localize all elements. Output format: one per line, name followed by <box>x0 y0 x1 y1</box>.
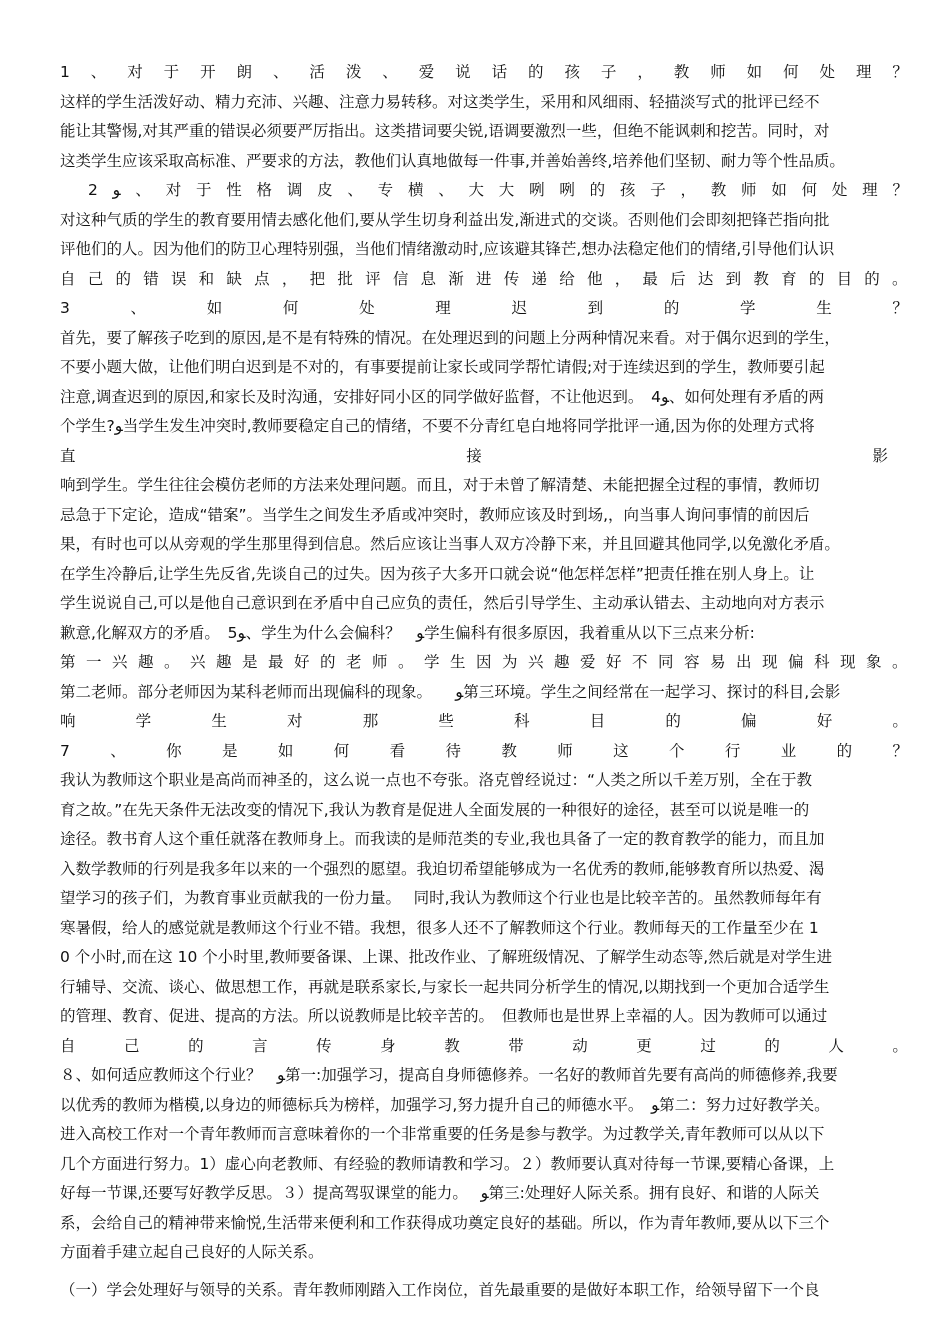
spaced-char: 处 <box>831 181 848 199</box>
spaced-char: ？ <box>892 181 908 199</box>
body-text-line: 以优秀的教师为楷模,以身边的师德标兵为榜样，加强学习,努力提升自己的师德水平。 ﻮ第二：努力过好教学关。 <box>60 1095 830 1114</box>
body-text-line: 能让其警惕,对其严重的错误必须要严厉指出。这类措词要尖锐,语调要激烈一些，但绝不能讽刺和挖苦。同时，对 <box>60 122 830 140</box>
body-text-line: 方面着手建立起自己良好的人际关系。 <box>60 1243 324 1261</box>
spaced-char: 学 <box>740 299 756 317</box>
spaced-char: 同 <box>658 653 674 671</box>
spaced-char: ？ <box>892 63 908 81</box>
spaced-char: 对 <box>287 712 303 730</box>
spaced-char: 带 <box>508 1036 524 1055</box>
spaced-char: 教 <box>753 269 769 288</box>
spaced-char: 如 <box>277 741 294 760</box>
spaced-char: 何 <box>783 63 799 81</box>
spaced-char: 的 <box>115 269 131 288</box>
body-text-line: 这样的学生活泼好动、精力充沛、兴趣、注意力易转移。对这类学生，采用和风细雨、轻描淡写式的批评已经不 <box>60 92 820 111</box>
spaced-char: 递 <box>531 269 547 288</box>
spaced-char: 是 <box>221 741 238 760</box>
spaced-char: 理 <box>855 63 872 81</box>
spaced-char: 如 <box>746 63 763 81</box>
spaced-char: 传 <box>316 1036 332 1055</box>
spaced-char: 偏 <box>741 712 757 730</box>
body-text-line: 育之故。”在先天条件无法改变的情况下,我认为教育是促进人全面发展的一种很好的途径，甚至可以说是唯一的 <box>60 800 810 819</box>
body-text-line: 响到学生。学生往往会模仿老师的方法来处理问题。而且，对于未曾了解清楚、未能把握全过程的事情，教师切 <box>60 476 820 494</box>
spaced-char: ， <box>614 269 631 288</box>
spaced-char: 行 <box>724 741 741 760</box>
spaced-char: 过 <box>700 1036 716 1055</box>
body-text-line: 进入高校工作对一个青年教师而言意味着你的一个非常重要的任务是参与教学。为过教学关,青年教师可以从以下 <box>60 1125 825 1143</box>
spaced-char: 对 <box>165 181 182 199</box>
spaced-char: 现 <box>840 653 856 671</box>
spaced-heading-line <box>60 737 908 767</box>
spaced-char: 易 <box>710 653 726 671</box>
spaced-char: 3 <box>60 299 70 317</box>
spaced-char: 生 <box>816 299 832 317</box>
spaced-char: 师 <box>557 741 573 760</box>
spaced-char: 渐 <box>448 269 464 288</box>
spaced-char: 因 <box>476 653 492 671</box>
spaced-char: 的 <box>764 1036 780 1055</box>
spaced-char: 趣 <box>138 653 154 671</box>
spaced-heading-line <box>60 265 908 295</box>
spaced-char: 活 <box>309 63 325 81</box>
paragraph-gap <box>60 1268 908 1276</box>
spaced-char: 师 <box>372 653 388 671</box>
spaced-char: 趣 <box>216 653 232 671</box>
spaced-char: 误 <box>170 269 187 288</box>
spaced-char: 他 <box>586 269 603 288</box>
spaced-char: 言 <box>252 1036 268 1055</box>
spaced-char: ？ <box>892 299 908 317</box>
body-text-line: 入数学教师的行列是我多年以来的一个强烈的愿望。我迫切希望能够成为一名优秀的教师,能够教育所以热爱、渴 <box>60 859 825 878</box>
spaced-char: 学 <box>135 712 152 730</box>
spaced-char: 自 <box>60 269 76 288</box>
spaced-char: 好 <box>606 653 622 671</box>
spaced-char: 子 <box>600 63 617 81</box>
spaced-char: 那 <box>362 712 379 730</box>
spaced-char: 、 <box>90 63 107 81</box>
spaced-char: 7 <box>60 741 70 760</box>
spaced-char: 动 <box>572 1036 588 1055</box>
spaced-char: 师 <box>710 63 726 81</box>
spaced-char: 目 <box>836 269 853 288</box>
spaced-char: 、 <box>110 741 126 760</box>
spaced-char: ， <box>281 269 298 288</box>
spaced-char: 点 <box>254 269 270 288</box>
spaced-char: 。 <box>164 653 180 671</box>
body-text-line: 的管理、教育、促进、提高的方法。所以说教师是比较辛苦的。 但教师也是世界上幸福的人。因为教师可以通过 <box>60 1007 828 1025</box>
spaced-char: 些 <box>438 712 454 730</box>
spaced-char: 好 <box>816 712 833 730</box>
spaced-char: 师 <box>741 181 757 199</box>
spaced-heading-line <box>60 707 908 737</box>
spaced-char: 。 <box>892 653 908 671</box>
spaced-char: 和 <box>198 269 215 288</box>
body-text-line: 果，有时也可以从旁观的学生那里得到信息。然后应该让当事人双方冷静下来，并且回避其他同学,以免激化矛盾。 <box>60 535 840 553</box>
spaced-char: 处 <box>819 63 836 81</box>
spaced-heading-line <box>60 176 908 206</box>
spaced-char: 。 <box>892 269 908 288</box>
spaced-char: 的 <box>836 741 853 760</box>
spaced-char: 咧 <box>559 181 575 199</box>
spaced-char: ﻮ <box>112 181 121 199</box>
spaced-char: 、 <box>130 299 147 317</box>
spaced-char: 个 <box>668 741 685 760</box>
spaced-char: 现 <box>762 653 778 671</box>
body-text-line: 注意,调查迟到的原因,和家长及时沟通，安排好同小区的同学做好监督，不让他迟到。 4ﻮ、如何处理有矛盾的两 <box>60 387 824 406</box>
spaced-char: 话 <box>491 63 508 81</box>
spaced-char: 理 <box>435 299 451 317</box>
spaced-char: 自 <box>60 1036 76 1055</box>
spaced-char: 如 <box>206 299 223 317</box>
spaced-char: 看 <box>389 741 406 760</box>
spaced-char: 教 <box>673 63 690 81</box>
spaced-char: 学 <box>424 653 440 671</box>
spaced-char: 老 <box>346 653 362 671</box>
spaced-char: 爱 <box>580 653 596 671</box>
spaced-char: 科 <box>514 712 530 730</box>
spaced-char: 孩 <box>619 181 636 199</box>
spaced-char: 科 <box>814 653 830 671</box>
spaced-char: 是 <box>242 653 258 671</box>
spaced-char: 性 <box>226 181 242 199</box>
spaced-char: 信 <box>392 269 409 288</box>
body-text-line: 忌急于下定论，造成“错案”。当学生之间发生矛盾或冲突时，教师应该及时到场,，向当事人询问事情的前因后 <box>60 505 810 524</box>
spaced-char: 业 <box>780 741 797 760</box>
spaced-char: 。 <box>892 1036 908 1055</box>
spaced-char: 1 <box>60 63 70 81</box>
spaced-char: 息 <box>420 269 437 288</box>
body-text-line: 在学生冷静后,让学生先反省,先谈自己的过失。因为孩子大多开口就会说“他怎样怎样”把责任推在别人身上。让 <box>60 564 815 583</box>
spaced-char: 教 <box>444 1036 460 1055</box>
spaced-char: 的 <box>665 712 681 730</box>
spaced-char: 己 <box>87 269 104 288</box>
spaced-char: 格 <box>256 181 273 199</box>
spaced-char: 兴 <box>190 653 206 671</box>
body-text-line: 系，会给自己的精神带来愉悦,生活带来便利和工作获得成功奠定良好的基础。所以，作为青年教师,要从以下三个 <box>60 1213 830 1232</box>
spaced-char: 何 <box>282 299 299 317</box>
body-text-line: 望学习的孩子们，为教育事业贡献我的一份力量。 同时,我认为教师这个行业也是比较辛苦的。虽然教师每年有 <box>60 889 822 907</box>
spaced-char: 、 <box>135 181 151 199</box>
body-text-line: 几个方面进行努力。1）虚心向老教师、有经验的教师请教和学习。２）教师要认真对待每一节课,要精心备课，上 <box>60 1154 835 1173</box>
spaced-char: 影 <box>872 446 888 465</box>
body-text-line: 学生说说自己,可以是他自己意识到在矛盾中自己应负的责任，然后引导学生、主动承认错去、主动地向对方表示 <box>60 594 825 612</box>
spaced-char: 、 <box>382 63 398 81</box>
spaced-char: 第 <box>60 653 76 671</box>
spaced-char: 容 <box>684 653 700 671</box>
spaced-char: 批 <box>337 269 353 288</box>
spaced-char: 生 <box>211 712 227 730</box>
spaced-char: 给 <box>559 269 575 288</box>
body-text-line: 个学生?ﻮ当学生发生冲突时,教师要稳定自己的情绪，不要不分青红皂白地将同学批评一通,因为你的处理方式将 <box>60 417 815 435</box>
spaced-char: 为 <box>502 653 518 671</box>
spaced-char: 缺 <box>226 269 242 288</box>
spaced-char: 的 <box>589 181 606 199</box>
spaced-char: 人 <box>828 1036 844 1055</box>
spaced-char: 理 <box>862 181 878 199</box>
body-text-line: 行辅导、交流、谈心、做思想工作，再就是联系家长,与家长一起共同分析学生的情况,以期找到一个更加合适学生 <box>60 977 830 996</box>
spaced-char: 进 <box>476 269 492 288</box>
spaced-char: 于 <box>195 181 212 199</box>
spaced-char: 直 <box>60 446 76 465</box>
spaced-char: 接 <box>466 446 482 465</box>
spaced-char: 皮 <box>317 181 333 199</box>
body-text-line: （一）学会处理好与领导的关系。青年教师刚踏入工作岗位，首先最重要的是做好本职工作，给领导留下一个良 <box>60 1280 820 1299</box>
body-text-line: 对这种气质的学生的教育要用情去感化他们,要从学生切身利益出发,渐进式的交谈。否则他们会即刻把锋芒指向批 <box>60 210 830 229</box>
spaced-char: 大 <box>498 181 515 199</box>
spaced-char: 更 <box>636 1036 652 1055</box>
body-text-line: 好每一节课,还要写好教学反思。３）提高驾驭课堂的能力。 ﻮ第三:处理好人际关系。拥有良好、和谐的人际关 <box>60 1184 820 1202</box>
spaced-char: 待 <box>445 741 461 760</box>
spaced-char: 象 <box>866 653 882 671</box>
spaced-heading-line <box>60 442 908 472</box>
spaced-char: 泼 <box>345 63 362 81</box>
spaced-char: 2 <box>88 181 98 199</box>
body-text-line: 第二老师。部分老师因为某科老师而出现偏科的现象。 ﻮ第三环境。学生之间经常在一起学习、探讨的科目,会影 <box>60 682 841 701</box>
spaced-char: ？ <box>892 741 908 760</box>
body-text-line: 我认为教师这个职业是高尚而神圣的，这么说一点也不夸张。洛克曾经说过：“人类之所以千差万别，全在于教 <box>60 771 813 789</box>
spaced-char: 把 <box>309 269 326 288</box>
body-text-line: 首先，要了解孩子吃到的原因,是不是有特殊的情况。在处理迟到的问题上分两种情况来看。对于偶尔迟到的学生， <box>60 328 840 347</box>
spaced-char: 最 <box>268 653 284 671</box>
spaced-char: 于 <box>163 63 180 81</box>
spaced-char: 孩 <box>564 63 580 81</box>
spaced-char: 后 <box>670 269 686 288</box>
spaced-char: 传 <box>503 269 520 288</box>
spaced-char: 最 <box>642 269 658 288</box>
spaced-char: 评 <box>365 269 381 288</box>
spaced-char: 的 <box>808 269 825 288</box>
spaced-char: ， <box>680 181 696 199</box>
spaced-char: 横 <box>407 181 424 199</box>
spaced-char: 教 <box>710 181 727 199</box>
spaced-char: 你 <box>166 741 182 760</box>
spaced-char: 、 <box>272 63 289 81</box>
spaced-char: 对 <box>127 63 143 81</box>
spaced-char: 。 <box>398 653 414 671</box>
spaced-char: 一 <box>86 653 102 671</box>
spaced-char: 到 <box>725 269 742 288</box>
spaced-char: 何 <box>333 741 350 760</box>
spaced-char: 开 <box>200 63 216 81</box>
spaced-char: 何 <box>801 181 818 199</box>
spaced-char: 育 <box>781 269 797 288</box>
body-text-line: 歉意,化解双方的矛盾。 5ﻮ、学生为什么会偏科？ ﻮ学生偏科有很多原因，我着重从以下三点来分析: <box>60 623 755 642</box>
spaced-char: 趣 <box>554 653 570 671</box>
spaced-char: 这 <box>613 741 629 760</box>
spaced-char: 、 <box>347 181 363 199</box>
spaced-char: 专 <box>377 181 394 199</box>
body-text-line: 0 个小时,而在这 10 个小时里,教师要备课、上课、批改作业、了解班级情况、了解学生动态等,然后就是对学生进 <box>60 948 833 966</box>
spaced-char: 子 <box>650 181 666 199</box>
spaced-char: 爱 <box>418 63 435 81</box>
spaced-char: 己 <box>124 1036 140 1055</box>
spaced-char: 的 <box>528 63 544 81</box>
spaced-char: 咧 <box>529 181 545 199</box>
spaced-char: 、 <box>438 181 454 199</box>
spaced-char: 兴 <box>112 653 128 671</box>
spaced-char: 出 <box>736 653 752 671</box>
spaced-char: 如 <box>771 181 787 199</box>
spaced-heading-line <box>60 294 908 324</box>
body-text-line: ８、如何适应教师这个行业？ ﻮ第一:加强学习，提高自身师德修养。一名好的教师首先要有高尚的师德修养,我要 <box>60 1066 838 1084</box>
spaced-char: 兴 <box>528 653 544 671</box>
spaced-char: 处 <box>359 299 375 317</box>
body-text-line: 寒暑假，给人的感觉就是教师这个行业不错。我想，很多人还不了解教师这个行业。教师每天的工作量至少在 1 <box>60 918 819 937</box>
spaced-char: 达 <box>697 269 714 288</box>
spaced-char: 好 <box>294 653 310 671</box>
spaced-char: 说 <box>455 63 471 81</box>
spaced-char: 的 <box>188 1036 204 1055</box>
spaced-char: 的 <box>663 299 680 317</box>
spaced-char: 大 <box>468 181 485 199</box>
spaced-char: 迟 <box>511 299 527 317</box>
document-page <box>60 58 908 1305</box>
spaced-char: 不 <box>632 653 648 671</box>
spaced-char: 教 <box>501 741 517 760</box>
spaced-char: 。 <box>892 712 908 730</box>
body-text-line: 途径。教书育人这个重任就落在教师身上。而我读的是师范类的专业,我也具备了一定的教育教学的能力，而且加 <box>60 830 825 848</box>
spaced-heading-line <box>60 1032 908 1062</box>
body-text-line: 不要小题大做，让他们明白迟到是不对的，有事要提前让家长或同学帮忙请假;对于连续迟到的学生，教师要引起 <box>60 358 825 376</box>
spaced-char: 响 <box>60 712 76 730</box>
spaced-char: 偏 <box>788 653 804 671</box>
spaced-char: 目 <box>589 712 606 730</box>
spaced-char: 的 <box>320 653 336 671</box>
spaced-char: 的 <box>864 269 880 288</box>
spaced-char: ， <box>637 63 653 81</box>
spaced-char: 朗 <box>236 63 253 81</box>
spaced-char: 调 <box>286 181 303 199</box>
spaced-char: 错 <box>143 269 159 288</box>
body-text-line: 这类学生应该采取高标准、严要求的方法，教他们认真地做每一件事,并善始善终,培养他们坚韧、耐力等个性品质。 <box>60 151 845 170</box>
spaced-heading-line <box>60 648 908 678</box>
spaced-heading-line <box>60 58 908 88</box>
body-text-line: 评他们的人。因为他们的防卫心理特别强，当他们情绪激动时,应该避其锋芒,想办法稳定他们的情绪,引导他们认识 <box>60 240 835 258</box>
spaced-char: 身 <box>380 1036 396 1055</box>
spaced-char: 生 <box>450 653 466 671</box>
spaced-char: 到 <box>587 299 604 317</box>
